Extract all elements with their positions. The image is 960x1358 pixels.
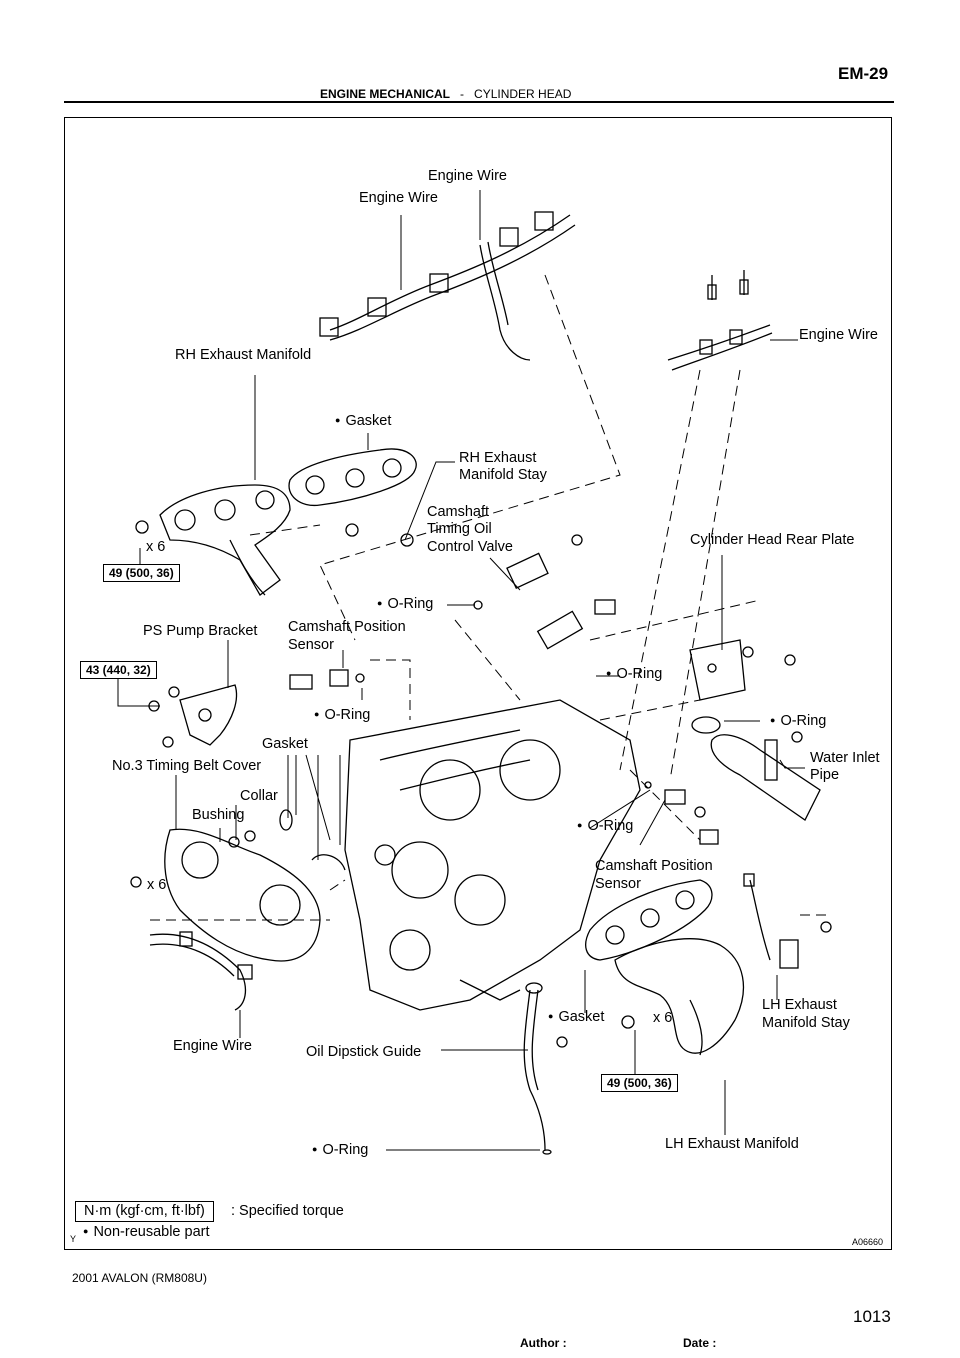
legend-nonreusable: ● Non-reusable part <box>83 1224 210 1242</box>
rh-gasket-shape <box>289 449 416 505</box>
label-rh-stay-1: RH Exhaust <box>459 450 537 466</box>
torque-spec-1: 49 (500, 36) <box>103 564 180 582</box>
label-x6-bottom: x 6 <box>653 1010 673 1026</box>
label-oring-2: ● O-Ring <box>606 666 662 684</box>
timing-belt-cover-shape <box>165 829 320 961</box>
label-collar: Collar <box>240 788 278 804</box>
label-gasket-top: ● Gasket <box>335 413 391 431</box>
camshaft-ocv-shape <box>474 553 615 648</box>
legend-torque-box: N·m (kgf·cm, ft·lbf) <box>75 1201 214 1222</box>
label-water-inlet-pipe-2: Pipe <box>810 767 840 783</box>
camshaft-sensor-right-shape <box>645 782 718 844</box>
label-camshaft-timing-2: Timing Oil <box>427 521 492 537</box>
label-engine-wire-top2: Engine Wire <box>359 190 438 206</box>
label-oring-6: ● O-Ring <box>312 1142 368 1160</box>
camshaft-sensor-left-shape <box>290 670 364 689</box>
engine-wire-harness-bottom <box>150 932 252 1010</box>
section-name: ENGINE MECHANICAL <box>320 87 451 101</box>
lh-exhaust-manifold-shape <box>615 939 743 1055</box>
ps-pump-bracket-shape <box>180 685 237 745</box>
label-rh-exhaust-manifold: RH Exhaust Manifold <box>175 347 312 363</box>
lh-stay-shape <box>744 874 798 968</box>
dashed-assembly-lines <box>150 275 830 920</box>
label-camshaft-pos-sensor-2a: Camshaft Position <box>595 858 713 874</box>
label-camshaft-pos-sensor-1a: Camshaft Position <box>288 619 406 635</box>
label-ps-pump-bracket: PS Pump Bracket <box>143 623 258 639</box>
label-engine-wire-right: Engine Wire <box>799 327 878 343</box>
label-oring-4: ● O-Ring <box>770 713 826 731</box>
label-x6-mid: x 6 <box>147 877 167 893</box>
label-oring-1: ● O-Ring <box>377 596 433 614</box>
label-no3-timing-belt-cover: No.3 Timing Belt Cover <box>112 758 262 774</box>
label-camshaft-pos-sensor-2b: Sensor <box>595 876 641 892</box>
footer-model: 2001 AVALON (RM808U) <box>72 1271 207 1285</box>
label-rh-stay-2: Manifold Stay <box>459 467 547 483</box>
section-separator: - <box>460 87 465 101</box>
label-lh-stay-1: LH Exhaust <box>762 997 837 1013</box>
label-camshaft-pos-sensor-1b: Sensor <box>288 637 334 653</box>
label-camshaft-timing-3: Control Valve <box>427 539 513 555</box>
label-water-inlet-pipe-1: Water Inlet <box>810 750 880 766</box>
label-oring-3: ● O-Ring <box>314 707 370 725</box>
label-lh-exhaust-manifold: LH Exhaust Manifold <box>665 1136 799 1152</box>
label-engine-wire-bottom: Engine Wire <box>173 1038 252 1054</box>
oil-dipstick-guide-shape <box>524 983 551 1154</box>
footer-page-number: 1013 <box>853 1307 891 1326</box>
label-lh-stay-2: Manifold Stay <box>762 1015 850 1031</box>
label-engine-wire-top: Engine Wire <box>428 168 507 184</box>
torque-spec-3: 49 (500, 36) <box>601 1074 678 1092</box>
label-bushing: Bushing <box>192 807 245 823</box>
bolts <box>131 521 831 1047</box>
engine-wire-harness-top <box>320 212 575 360</box>
label-cylinder-head-rear-plate: Cylinder Head Rear Plate <box>690 532 855 548</box>
legend-torque-desc: : Specified torque <box>231 1203 344 1219</box>
footer-author: Author : <box>520 1336 567 1350</box>
torque-spec-2: 43 (440, 32) <box>80 661 157 679</box>
footer-date: Date : <box>683 1336 717 1350</box>
label-oring-5: ● O-Ring <box>577 818 633 836</box>
leader-lines <box>118 190 805 1150</box>
label-x6-top: x 6 <box>146 539 166 555</box>
label-oil-dipstick-guide: Oil Dipstick Guide <box>306 1044 422 1060</box>
gasket-collar-shapes <box>229 810 345 870</box>
corner-mark: Y <box>70 1234 77 1244</box>
label-gasket-mid: Gasket <box>262 736 308 752</box>
subsection-name: CYLINDER HEAD <box>474 87 572 101</box>
page-code: EM-29 <box>838 64 889 83</box>
engine-wire-harness-right <box>668 270 772 370</box>
rear-plate-shape <box>690 640 745 700</box>
engine-block-shape <box>345 700 640 1010</box>
label-gasket-bottom: ● Gasket <box>548 1009 604 1027</box>
figure-id: A06660 <box>852 1237 884 1247</box>
label-camshaft-timing-1: Camshaft <box>427 504 490 520</box>
